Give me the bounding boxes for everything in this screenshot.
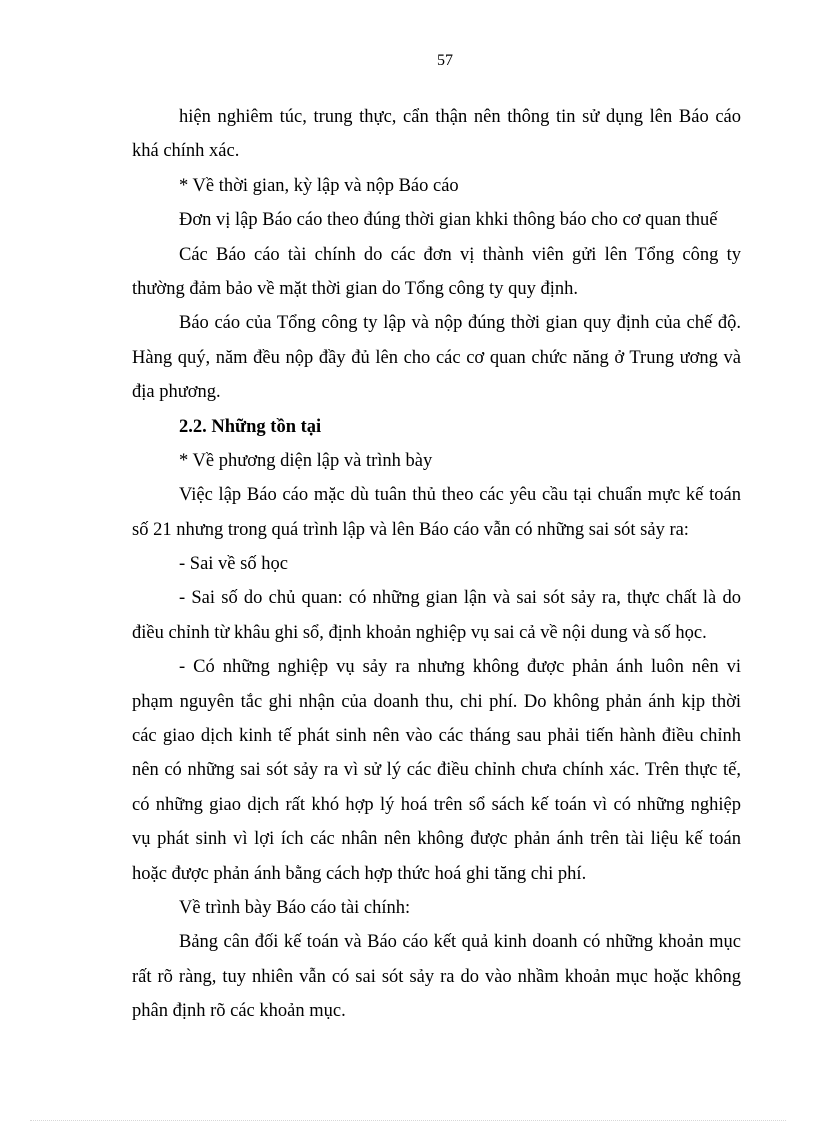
document-body xyxy=(132,100,741,1029)
text-line: hiện nghiêm túc, trung thực, cẩn thận nên thông tin sử dụng lên Báo cáo xyxy=(179,107,741,127)
text-line: số 21 nhưng trong quá trình lập và lên Báo cáo vẫn có những sai sót sảy ra: xyxy=(132,519,689,540)
section-heading: 2.2. Những tồn tại xyxy=(179,416,322,437)
text-line: rất rõ ràng, tuy nhiên vẫn có sai sót sảy ra do vào nhầm khoản mục hoặc không xyxy=(132,966,741,987)
text-line: hoặc được phản ánh bằng cách hợp thức hoá ghi tăng chi phí. xyxy=(132,863,587,884)
page-number: 57 xyxy=(437,52,453,69)
text-line: - Sai về số học xyxy=(179,554,288,575)
text-line: khá chính xác. xyxy=(132,141,240,162)
text-line: thường đảm bảo về mặt thời gian do Tổng công ty quy định. xyxy=(132,278,578,299)
text-line: Đơn vị lập Báo cáo theo đúng thời gian khki thông báo cho cơ quan thuế xyxy=(179,210,718,231)
text-line: phạm nguyên tắc ghi nhận của doanh thu, chi phí. Do không phản ánh kịp thời xyxy=(132,691,741,712)
text-line: Việc lập Báo cáo mặc dù tuân thủ theo các yêu cầu tại chuẩn mực kế toán xyxy=(179,485,741,506)
text-line: nên có những sai sót sảy ra vì sử lý các điều chỉnh chưa chính xác. Trên thực tế, xyxy=(132,760,741,781)
text-line: có những giao dịch rất khó hợp lý hoá trên sổ sách kế toán vì có những nghiệp xyxy=(132,794,741,815)
text-line: Báo cáo của Tổng công ty lập và nộp đúng thời gian quy định của chế độ. xyxy=(179,313,741,334)
text-line: địa phương. xyxy=(132,382,221,403)
text-line: điều chỉnh từ khâu ghi sổ, định khoản nghiệp vụ sai cả về nội dung và số học. xyxy=(132,622,707,643)
text-line: - Có những nghiệp vụ sảy ra nhưng không được phản ánh luôn nên vi xyxy=(179,657,741,678)
text-line: Bảng cân đối kế toán và Báo cáo kết quả kinh doanh có những khoản mục xyxy=(179,932,741,953)
text-line: Các Báo cáo tài chính do các đơn vị thành viên gửi lên Tổng công ty xyxy=(179,244,741,265)
text-line: * Về thời gian, kỳ lập và nộp Báo cáo xyxy=(179,175,459,196)
text-line: vụ phát sinh vì lợi ích các nhân nên không được phản ánh trên tài liệu kế toán xyxy=(132,829,741,850)
text-line: phân định rõ các khoản mục. xyxy=(132,1001,346,1022)
text-line: các giao dịch kinh tế phát sinh nên vào các tháng sau phải tiến hành điều chỉnh xyxy=(132,726,741,747)
text-line: * Về phương diện lập và trình bày xyxy=(179,450,433,471)
text-line: Về trình bày Báo cáo tài chính: xyxy=(179,897,411,918)
text-line: - Sai số do chủ quan: có những gian lận và sai sót sảy ra, thực chất là do xyxy=(179,588,741,609)
text-line: Hàng quý, năm đều nộp đầy đủ lên cho các cơ quan chức năng ở Trung ương và xyxy=(132,347,741,368)
page-bottom-rule xyxy=(30,1120,786,1121)
